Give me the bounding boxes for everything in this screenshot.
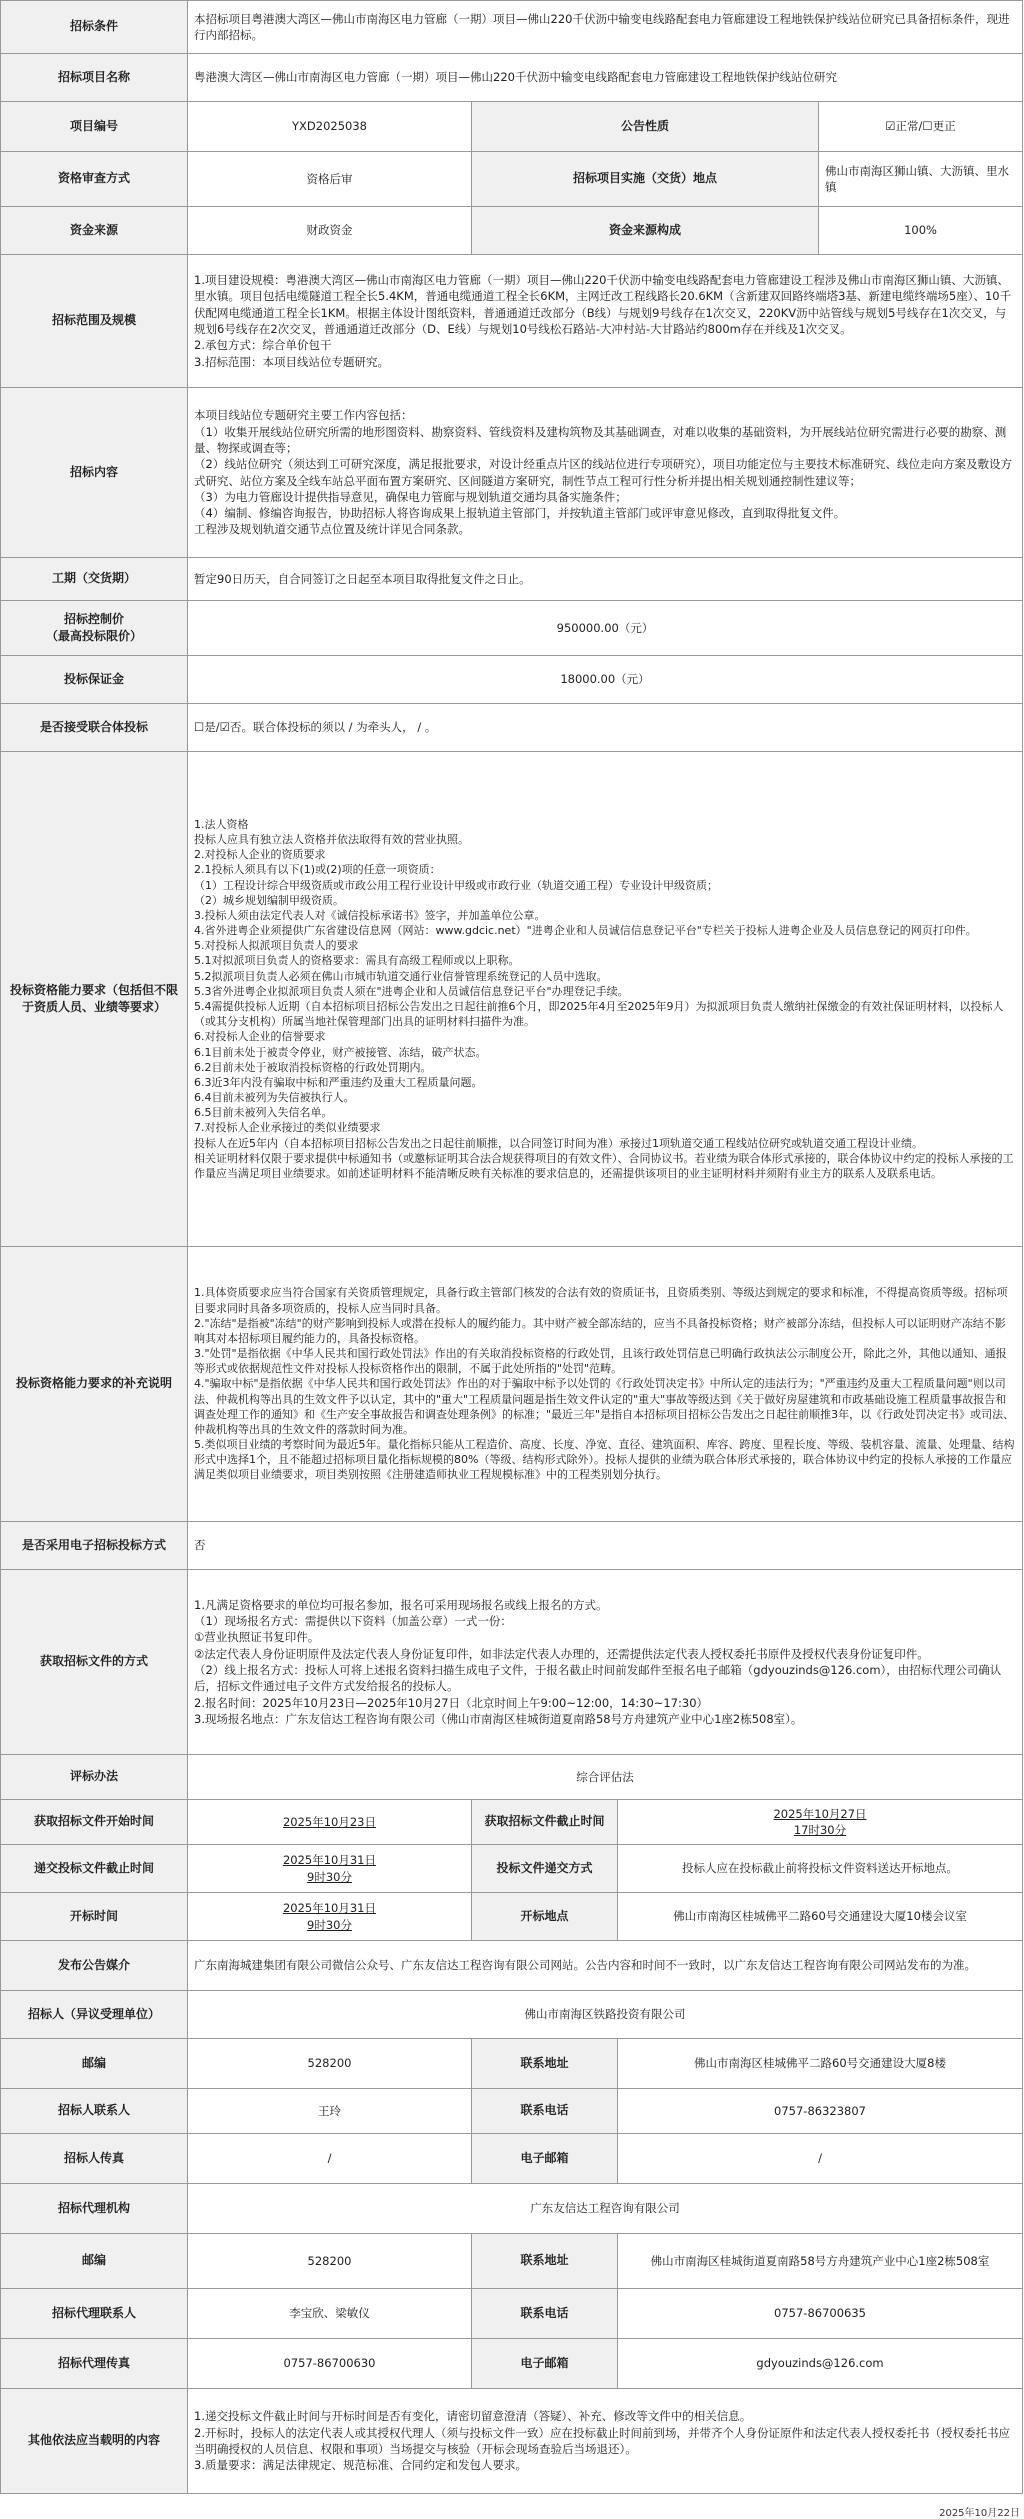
label-consortium: 是否接受联合体投标	[1, 704, 188, 752]
value-submit-deadline: 2025年10月31日 9时30分	[188, 1845, 472, 1893]
label-tenderer-contact: 招标人联系人	[1, 2089, 188, 2134]
label-opening-time: 开标时间	[1, 1893, 188, 1941]
value-opening-time: 2025年10月31日 9时30分	[188, 1893, 472, 1941]
label-eval-method: 评标办法	[1, 1755, 188, 1800]
label-agency-contact: 招标代理联系人	[1, 2289, 188, 2339]
row-agency-fax	[1, 2339, 1023, 2389]
label-agency-address: 联系地址	[472, 2234, 618, 2289]
label-agency: 招标代理机构	[1, 2184, 188, 2234]
row-fund-source	[1, 207, 1023, 255]
label-agency-phone: 联系电话	[472, 2289, 618, 2339]
value-capability-supp: 1.具体资质要求应当符合国家有关资质管理规定，具备行政主管部门核发的合法有效的资质证书，且资质类别、等级达到规定的要求和标准，不得提高资质等级。招标项目要求同时具备多项资质的，投标人应当同时具备。 2."冻结"是指被"冻结"的财产影响到投标人或潜在投标人的履约能力。其中财产被全部冻结的，应当不具备投标资格；财产被部分冻结，但投标人可以证明财产冻结不影响其对本招标项目履约能力的，具备投标资格。 3."处罚"是指依据《中华人民共和国行政处罚法》作出的有关取消投标资格的行政处罚，且该行政处罚信息已明确行政执法公示制度公开，除此之外，其他以通知、通报等形式或依据规范性文件对投标人投标资格作出的限制，不属于此处所指的"处罚"范畴。 4."骗取中标"是指依据《中华人民共和国行政处罚法》作出的对于骗取中标予以处罚的《行政处罚决定书》中所认定的违法行为；"严重违约及重大工程质量问题"则以司法、仲裁机构等出具的生效文件予以认定，其中的"重大"工程质量问题是指生效文件认定的"重大"事故等级达到《关于做好房屋建筑和市政基础设施工程质量事故报告和调查处理工作的通知》和《生产安全事故报告和调查处理条例》的标准；"最近三年"是指自本招标项目招标公告发出之日起往前顺推3年，以《行政处罚决定书》或司法、仲裁机构等出具的生效文件的落款时间为准。 5.类似项目业绩的考察时间为最近5年。量化指标只能从工程造价、高度、长度、净宽、直径、建筑面积、库容、跨度、里程长度、等级、装机容量、流量、处理量、结构形式中选择1个，且不能超过招标项目量化指标规模的80%（等级、结构形式除外）。投标人提供的业绩为联合体形式承接的，联合体协议中约定的投标人承接的工作量应满足类似项目业绩要求，项目类别按照《注册建造师执业工程规模标准》中的工程类别划分执行。	[188, 1247, 1023, 1522]
row-agency-postcode	[1, 2234, 1023, 2289]
value-content: 本项目线站位专题研究主要工作内容包括： （1）收集开展线站位研究所需的地形图资料、勘察资料、管线资料及建构筑物及其基础调查，对难以收集的基础资料，为开展线站位研究需进行必要的勘察、测量、物探或调查等； （2）线站位研究（须达到工可研究深度，满足报批要求，对设计经重点片区的线站位进行专项研究），项目功能定位与主要技术标准研究、线位走向方案及敷设方式研究、站位方案及全线车站总平面布置方案研究、区间隧道方案研究，制性节点工程可行性分析并提出相关规划通控制性建议等； （3）为电力管廊设计提供指导意见，确保电力管廊与规划轨道交通均具备实施条件； （4）编制、修编咨询报告，协助招标人将咨询成果上报轨道主管部门，并按轨道主管部门或评审意见修改，直到取得批复文件。 工程涉及规划轨道交通节点位置及统计详见合同条款。	[188, 388, 1023, 558]
label-qualification: 资格审查方式	[1, 152, 188, 207]
label-submit-method: 投标文件递交方式	[472, 1845, 618, 1893]
label-tenderer-phone: 联系电话	[472, 2089, 618, 2134]
value-tenderer-fax: /	[188, 2134, 472, 2184]
footer-date: 2025年10月22日	[939, 2508, 1020, 2519]
label-other: 其他依法应当载明的内容	[1, 2389, 188, 2494]
value-intro: 本招标项目粤港澳大湾区—佛山市南海区电力管廊（一期）项目—佛山220千伏沥中输变电线路配套电力管廊建设工程地铁保护线站位研究已具备招标条件，现进行内部招标。	[188, 1, 1023, 54]
value-electronic: 否	[188, 1522, 1023, 1570]
row-tenderer	[1, 1991, 1023, 2039]
label-agency-fax: 招标代理传真	[1, 2339, 188, 2389]
row-electronic	[1, 1522, 1023, 1570]
label-tender-condition: 招标条件	[1, 1, 188, 54]
label-bid-bond: 投标保证金	[1, 656, 188, 704]
value-tenderer-postcode: 528200	[188, 2039, 472, 2089]
label-tenderer-email: 电子邮箱	[472, 2134, 618, 2184]
label-tenderer-fax: 招标人传真	[1, 2134, 188, 2184]
label-capability-supp: 投标资格能力要求的补充说明	[1, 1247, 188, 1522]
row-scope	[1, 255, 1023, 388]
value-other: 1.递交投标文件截止时间与开标时间是否有变化，请密切留意澄清（答疑）、补充、修改等文件中的相关信息。 2.开标时，投标人的法定代表人或其授权代理人（须与投标文件一致）应在投标截止时间前到场，并带齐个人身份证原件和法定代表人授权委托书（授权委托书应当明确授权的人员信息、权限和事项）当场提交与核验（开标会现场查验后当场退还）。 3.质量要求：满足法律规定、规范标准、合同约定和发包人要求。	[188, 2389, 1023, 2494]
value-agency-email: gdyouzinds@126.com	[618, 2339, 1023, 2389]
row-other	[1, 2389, 1023, 2494]
row-tenderer-postcode	[1, 2039, 1023, 2089]
value-project-name: 粤港澳大湾区—佛山市南海区电力管廊（一期）项目—佛山220千伏沥中输变电线路配套电力管廊建设工程地铁保护线站位研究	[188, 54, 1023, 102]
value-implementation-location: 佛山市南海区狮山镇、大沥镇、里水镇	[819, 152, 1023, 207]
value-duration: 暂定90日历天，自合同签订之日起至本项目取得批复文件之日止。	[188, 558, 1023, 601]
value-project-no: YXD2025038	[188, 102, 472, 152]
label-agency-postcode: 邮编	[1, 2234, 188, 2289]
value-capability-req: 1.法人资格 投标人应具有独立法人资格并依法取得有效的营业执照。 2.对投标人企业的资质要求 2.1投标人须具有以下(1)或(2)项的任意一项资质： （1）工程设计综合甲级资质或市政公用工程行业设计甲级或市政行业（轨道交通工程）专业设计甲级资质； （2）城乡规划编制甲级资质。 3.投标人须由法定代表人对《诚信投标承诺书》签字，并加盖单位公章。 4.省外进粤企业须提供广东省建设信息网（网站：www.gdcic.net）"进粤企业和人员诚信信息登记平台"专栏关于投标人进粤企业及人员信息登记的网页打印件。 5.对投标人拟派项目负责人的要求 5.1对拟派项目负责人的资格要求：需具有高级工程师或以上职称。 5.2拟派项目负责人必须在佛山市城市轨道交通行业信誉管理系统登记的人员中选取。 5.3省外进粤企业拟派项目负责人须在"进粤企业和人员诚信信息登记平台"办理登记手续。 5.4需提供投标人近期（自本招标项目招标公告发出之日起往前推6个月，即2025年4月至2025年9月）为拟派项目负责人缴纳社保缴金的有效社保证明材料，以投标人（或其分支机构）所属当地社保管理部门出具的证明材料扫描件为准。 6.对投标人企业的信誉要求 6.1目前未处于被责令停业，财产被接管、冻结，破产状态。 6.2目前未处于被取消投标资格的行政处罚期内。 6.3近3年内没有骗取中标和严重违约及重大工程质量问题。 6.4目前未被列为失信被执行人。 6.5目前未被列入失信名单。 7.对投标人企业承接过的类似业绩要求 投标人在近5年内（自本招标项目招标公告发出之日起往前顺推，以合同签订时间为准）承接过1项轨道交通工程线站位研究或轨道交通工程设计业绩。 相关证明材料仅限于要求提供中标通知书（或邀标证明其合法合规获得项目的有效文件）、合同协议书。若业绩为联合体形式承接的，联合体协议中约定的投标人承接的工作量应当满足项目业绩要求。如前述证明材料不能清晰反映有关标准的要求信息的，还需提供该项目的业主证明材料并须附有业主方的联系人及联系电话。	[188, 752, 1023, 1247]
value-agency-postcode: 528200	[188, 2234, 472, 2289]
row-control-price	[1, 601, 1023, 656]
value-media: 广东南海城建集团有限公司微信公众号、广东友信达工程咨询有限公司网站。公告内容和时间不一致时，以广东友信达工程咨询有限公司网站发布的为准。	[188, 1941, 1023, 1991]
value-tenderer-email: /	[618, 2134, 1023, 2184]
value-fund-source: 财政资金	[188, 207, 472, 255]
label-tenderer-address: 联系地址	[472, 2039, 618, 2089]
row-qualification	[1, 152, 1023, 207]
row-consortium	[1, 704, 1023, 752]
value-tenderer-phone: 0757-86323807	[618, 2089, 1023, 2134]
row-opening	[1, 1893, 1023, 1941]
label-electronic: 是否采用电子招标投标方式	[1, 1522, 188, 1570]
label-obtain-method: 获取招标文件的方式	[1, 1570, 188, 1755]
label-capability-req: 投标资格能力要求（包括但不限于资质人员、业绩等要求）	[1, 752, 188, 1247]
value-agency-address: 佛山市南海区桂城街道夏南路58号方舟建筑产业中心1座2栋508室	[618, 2234, 1023, 2289]
label-fund-source: 资金来源	[1, 207, 188, 255]
value-tenderer: 佛山市南海区铁路投资有限公司	[188, 1991, 1023, 2039]
row-obtain-method	[1, 1570, 1023, 1755]
label-scope: 招标范围及规模	[1, 255, 188, 388]
row-media	[1, 1941, 1023, 1991]
row-project-name	[1, 54, 1023, 102]
label-fund-composition: 资金来源构成	[472, 207, 819, 255]
value-qualification: 资格后审	[188, 152, 472, 207]
value-bid-bond: 18000.00（元）	[188, 656, 1023, 704]
row-tenderer-fax	[1, 2134, 1023, 2184]
row-agency-contact	[1, 2289, 1023, 2339]
row-agency	[1, 2184, 1023, 2234]
value-agency-phone: 0757-86700635	[618, 2289, 1023, 2339]
row-submit	[1, 1845, 1023, 1893]
label-obtain-end: 获取招标文件截止时间	[472, 1800, 618, 1845]
value-eval-method: 综合评估法	[188, 1755, 1023, 1800]
value-obtain-method: 1.凡满足资格要求的单位均可报名参加，报名可采用现场报名或线上报名的方式。 （1）现场报名方式：需提供以下资料（加盖公章）一式一份： ①营业执照证书复印件。 ②法定代表人身份证明原件及法定代表人身份证复印件，如非法定代表人办理的，还需提供法定代表人授权委托书原件及授权代表身份证复印件。 （2）线上报名方式：投标人可将上述报名资料扫描生成电子文件，于报名截止时间前发邮件至报名电子邮箱（gdyouzinds@126.com），由招标代理公司确认后，招标文件通过电子文件方式发给报名的投标人。 2.报名时间：2025年10月23日—2025年10月27日（北京时间上午9:00~12:00，14:30~17:30） 3.现场报名地点：广东友信达工程咨询有限公司（佛山市南海区桂城街道夏南路58号方舟建筑产业中心1座2栋508室）。	[188, 1570, 1023, 1755]
value-agency-fax: 0757-86700630	[188, 2339, 472, 2389]
value-scope: 1.项目建设规模：粤港澳大湾区—佛山市南海区电力管廊（一期）项目—佛山220千伏沥中输变电线路配套电力管廊建设工程涉及佛山市南海区狮山镇、大沥镇、里水镇。项目包括电缆隧道工程全长5.4KM，普通电缆通道工程全长6KM，主网迁改工程线路长20.6KM（含新建双回路终端塔3基、新建电缆终端场5座）、10千伏配网电缆通道工程全长1KM。根据主体设计图纸资料，普通通道迁改部分（B线）与规划9号线存在1次交叉，220KV沥中站管线与规划5号线存在1次交叉，与规划6号线存在2次交叉，普通通道迁改部分（D、E线）与规划10号线松石路站-大冲村站-大甘路站约800m存在并线及1次交叉。 2.承包方式：综合单价包干 3.招标范围：本项目线站位专题研究。	[188, 255, 1023, 388]
value-tenderer-contact: 王玲	[188, 2089, 472, 2134]
value-agency-contact: 李宝欣、梁敏仪	[188, 2289, 472, 2339]
label-project-no: 项目编号	[1, 102, 188, 152]
value-tenderer-address: 佛山市南海区桂城佛平二路60号交通建设大厦8楼	[618, 2039, 1023, 2089]
value-submit-method: 投标人应在投标截止前将投标文件资料送达开标地点。	[618, 1845, 1023, 1893]
label-obtain-start: 获取招标文件开始时间	[1, 1800, 188, 1845]
label-agency-email: 电子邮箱	[472, 2339, 618, 2389]
row-bid-bond	[1, 656, 1023, 704]
row-content	[1, 388, 1023, 558]
label-duration: 工期（交货期）	[1, 558, 188, 601]
label-tenderer: 招标人（异议受理单位）	[1, 1991, 188, 2039]
label-opening-place: 开标地点	[472, 1893, 618, 1941]
row-project-no	[1, 102, 1023, 152]
row-obtain-time	[1, 1800, 1023, 1845]
value-opening-place: 佛山市南海区桂城佛平二路60号交通建设大厦10楼会议室	[618, 1893, 1023, 1941]
label-media: 发布公告媒介	[1, 1941, 188, 1991]
row-capability-req	[1, 752, 1023, 1247]
value-fund-composition: 100%	[819, 207, 1023, 255]
value-obtain-end: 2025年10月27日 17时30分	[618, 1800, 1023, 1845]
value-agency: 广东友信达工程咨询有限公司	[188, 2184, 1023, 2234]
value-announcement-type: ☑正常/☐更正	[819, 102, 1023, 152]
value-obtain-start: 2025年10月23日	[188, 1800, 472, 1845]
row-eval-method	[1, 1755, 1023, 1800]
label-content: 招标内容	[1, 388, 188, 558]
label-submit-deadline: 递交投标文件截止时间	[1, 1845, 188, 1893]
row-capability-supp	[1, 1247, 1023, 1522]
row-tender-condition	[1, 1, 1023, 54]
label-announcement-type: 公告性质	[472, 102, 819, 152]
label-implementation-location: 招标项目实施（交货）地点	[472, 152, 819, 207]
label-project-name: 招标项目名称	[1, 54, 188, 102]
label-control-price: 招标控制价 （最高投标限价）	[1, 601, 188, 656]
label-tenderer-postcode: 邮编	[1, 2039, 188, 2089]
value-control-price: 950000.00（元）	[188, 601, 1023, 656]
row-tenderer-contact	[1, 2089, 1023, 2134]
value-consortium: ☐是/☑否。联合体投标的须以 / 为牵头人， / 。	[188, 704, 1023, 752]
row-duration	[1, 558, 1023, 601]
